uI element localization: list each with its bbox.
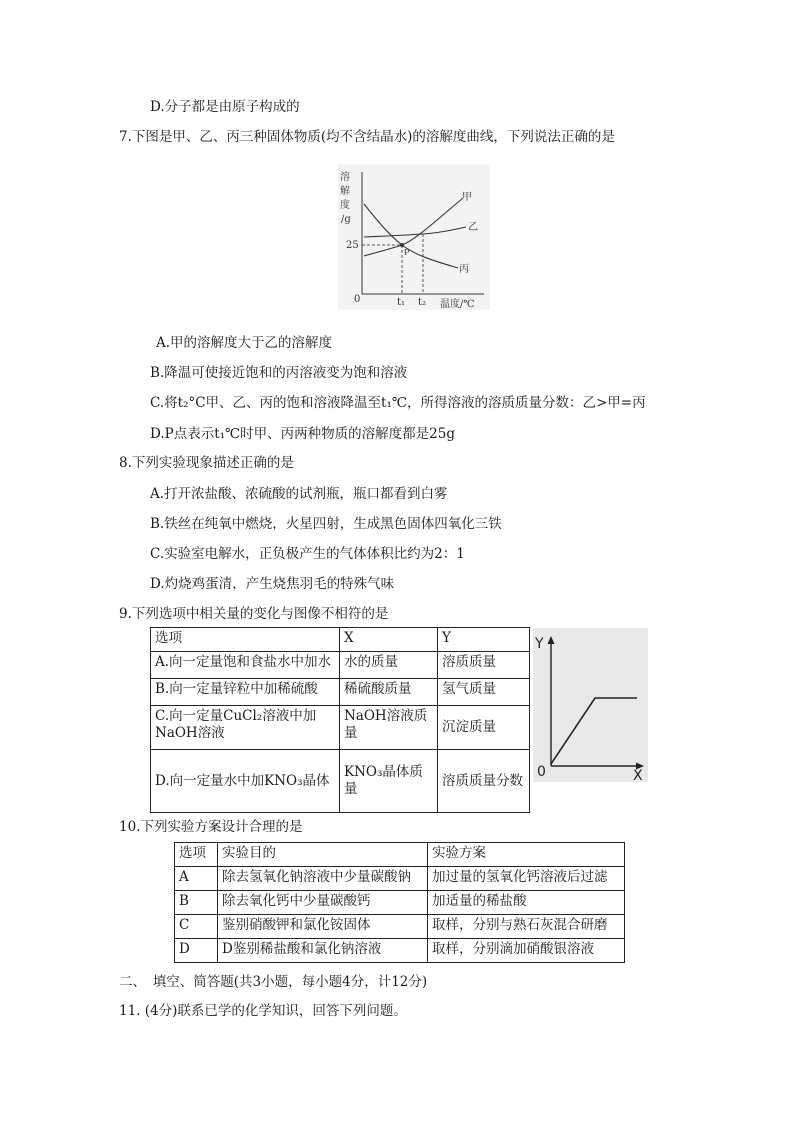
q10-row-d-goal: D鉴别稀盐酸和氯化钠溶液	[218, 939, 428, 963]
q7-stem: 7.下图是甲、乙、丙三种固体物质(均不含结晶水)的溶解度曲线，下列说法正确的是	[119, 129, 615, 145]
q8-option-c: C.实验室电解水，正负极产生的气体体积比约为2：1	[150, 546, 465, 562]
q9-table	[150, 627, 530, 813]
q9-row-d-x: KNO₃晶体质量	[340, 750, 438, 813]
q10-row-d-option: D	[175, 939, 218, 963]
curve-label-jia: 甲	[462, 192, 472, 203]
curve-yi	[364, 227, 466, 237]
graph-t2-label: t₂	[418, 297, 427, 308]
q8-stem: 8.下列实验现象描述正确的是	[119, 455, 294, 471]
curve-label-yi: 乙	[468, 222, 478, 233]
q10-row-b-option: B	[175, 891, 218, 915]
q7-option-d: D.P点表示t₁℃时甲、丙两种物质的溶解度都是25g	[150, 426, 455, 442]
q9-row-d-option: D.向一定量水中加KNO₃晶体	[151, 750, 340, 813]
point-p-label: P	[404, 248, 410, 257]
curve-jia	[364, 198, 463, 256]
table-row	[151, 750, 530, 813]
graph-ylabel-3: 度	[340, 200, 350, 211]
q7-option-b: B.降温可使接近饱和的丙溶液变为饱和溶液	[150, 365, 408, 381]
graph-ylabel-2: 解	[340, 186, 350, 197]
q9-row-b-x: 稀硫酸质量	[340, 679, 438, 706]
q9-graph-line	[551, 698, 637, 764]
q9-row-c-x: NaOH溶液质量	[340, 706, 438, 750]
q10-row-b-goal: 除去氧化钙中少量碳酸钙	[218, 891, 428, 915]
graph-ylabel-4: /g	[341, 214, 351, 225]
q8-option-b: B.铁丝在纯氧中燃烧，火星四射，生成黑色固体四氧化三铁	[150, 516, 502, 532]
q9-row-c-y: 沉淀质量	[438, 706, 530, 750]
q10-header-plan: 实验方案	[428, 843, 625, 867]
q10-table	[174, 842, 625, 963]
q7-option-a: A.甲的溶解度大于乙的溶解度	[156, 335, 333, 351]
q9-header-y: Y	[438, 628, 530, 652]
q6-option-d: D.分子都是由原子构成的	[150, 99, 300, 115]
q9-header-option: 选项	[151, 628, 340, 652]
table-row	[175, 891, 625, 915]
section-2-heading: 二、 填空、简答题(共3小题，每小题4分，计12分)	[119, 974, 428, 990]
table-row	[175, 915, 625, 939]
q10-stem: 10.下列实验方案设计合理的是	[119, 819, 303, 835]
q10-row-a-goal: 除去氢氧化钠溶液中少量碳酸钠	[218, 867, 428, 891]
solubility-curve-figure	[338, 164, 490, 310]
q10-row-b-plan: 加适量的稀盐酸	[428, 891, 625, 915]
q10-row-a-option: A	[175, 867, 218, 891]
q9-row-a-x: 水的质量	[340, 652, 438, 679]
graph-ylabel-1: 溶	[340, 172, 350, 183]
q8-option-a: A.打开浓盐酸、浓硫酸的试剂瓶，瓶口都看到白雾	[150, 486, 448, 502]
q10-header-goal: 实验目的	[218, 843, 428, 867]
graph-xlabel: 温度/℃	[440, 299, 475, 310]
table-row	[151, 652, 530, 679]
q10-header-option: 选项	[175, 843, 218, 867]
q10-row-c-option: C	[175, 915, 218, 939]
q9-row-d-y: 溶质质量分数	[438, 750, 530, 813]
q9-row-b-option: B.向一定量锌粒中加稀硫酸	[151, 679, 340, 706]
graph-x-axis-label: X	[633, 768, 643, 782]
q9-row-a-y: 溶质质量	[438, 652, 530, 679]
table-row	[175, 867, 625, 891]
graph-t1-label: t₁	[397, 297, 406, 308]
q10-row-c-plan: 取样，分别与熟石灰混合研磨	[428, 915, 625, 939]
graph-y-tick-25: 25	[346, 240, 359, 251]
table-row	[151, 706, 530, 750]
graph-origin: 0	[354, 294, 361, 305]
q10-row-c-goal: 鉴别硝酸钾和氯化铵固体	[218, 915, 428, 939]
q9-stem: 9.下列选项中相关量的变化与图像不相符的是	[119, 606, 389, 622]
q9-graph-figure	[533, 628, 648, 782]
table-row	[151, 679, 530, 706]
table-row	[175, 939, 625, 963]
q11-stem: 11. (4分)联系已学的化学知识，回答下列问题。	[119, 1003, 407, 1019]
q9-row-b-y: 氢气质量	[438, 679, 530, 706]
q9-row-c-option: C.向一定量CuCl₂溶液中加NaOH溶液	[151, 706, 340, 750]
q9-header-x: X	[340, 628, 438, 652]
graph-origin-label: 0	[537, 764, 546, 780]
curve-label-bing: 丙	[459, 264, 469, 275]
q7-option-c: C.将t₂°C甲、乙、丙的饱和溶液降温至t₁℃，所得溶液的溶质质量分数：乙>甲=丙	[150, 395, 646, 411]
q10-row-d-plan: 取样，分别滴加硝酸银溶液	[428, 939, 625, 963]
q9-row-a-option: A.向一定量饱和食盐水中加水	[151, 652, 340, 679]
graph-y-axis-label: Y	[535, 636, 544, 652]
q8-option-d: D.灼烧鸡蛋清，产生烧焦羽毛的特殊气味	[150, 576, 395, 592]
q10-row-a-plan: 加过量的氢氧化钙溶液后过滤	[428, 867, 625, 891]
